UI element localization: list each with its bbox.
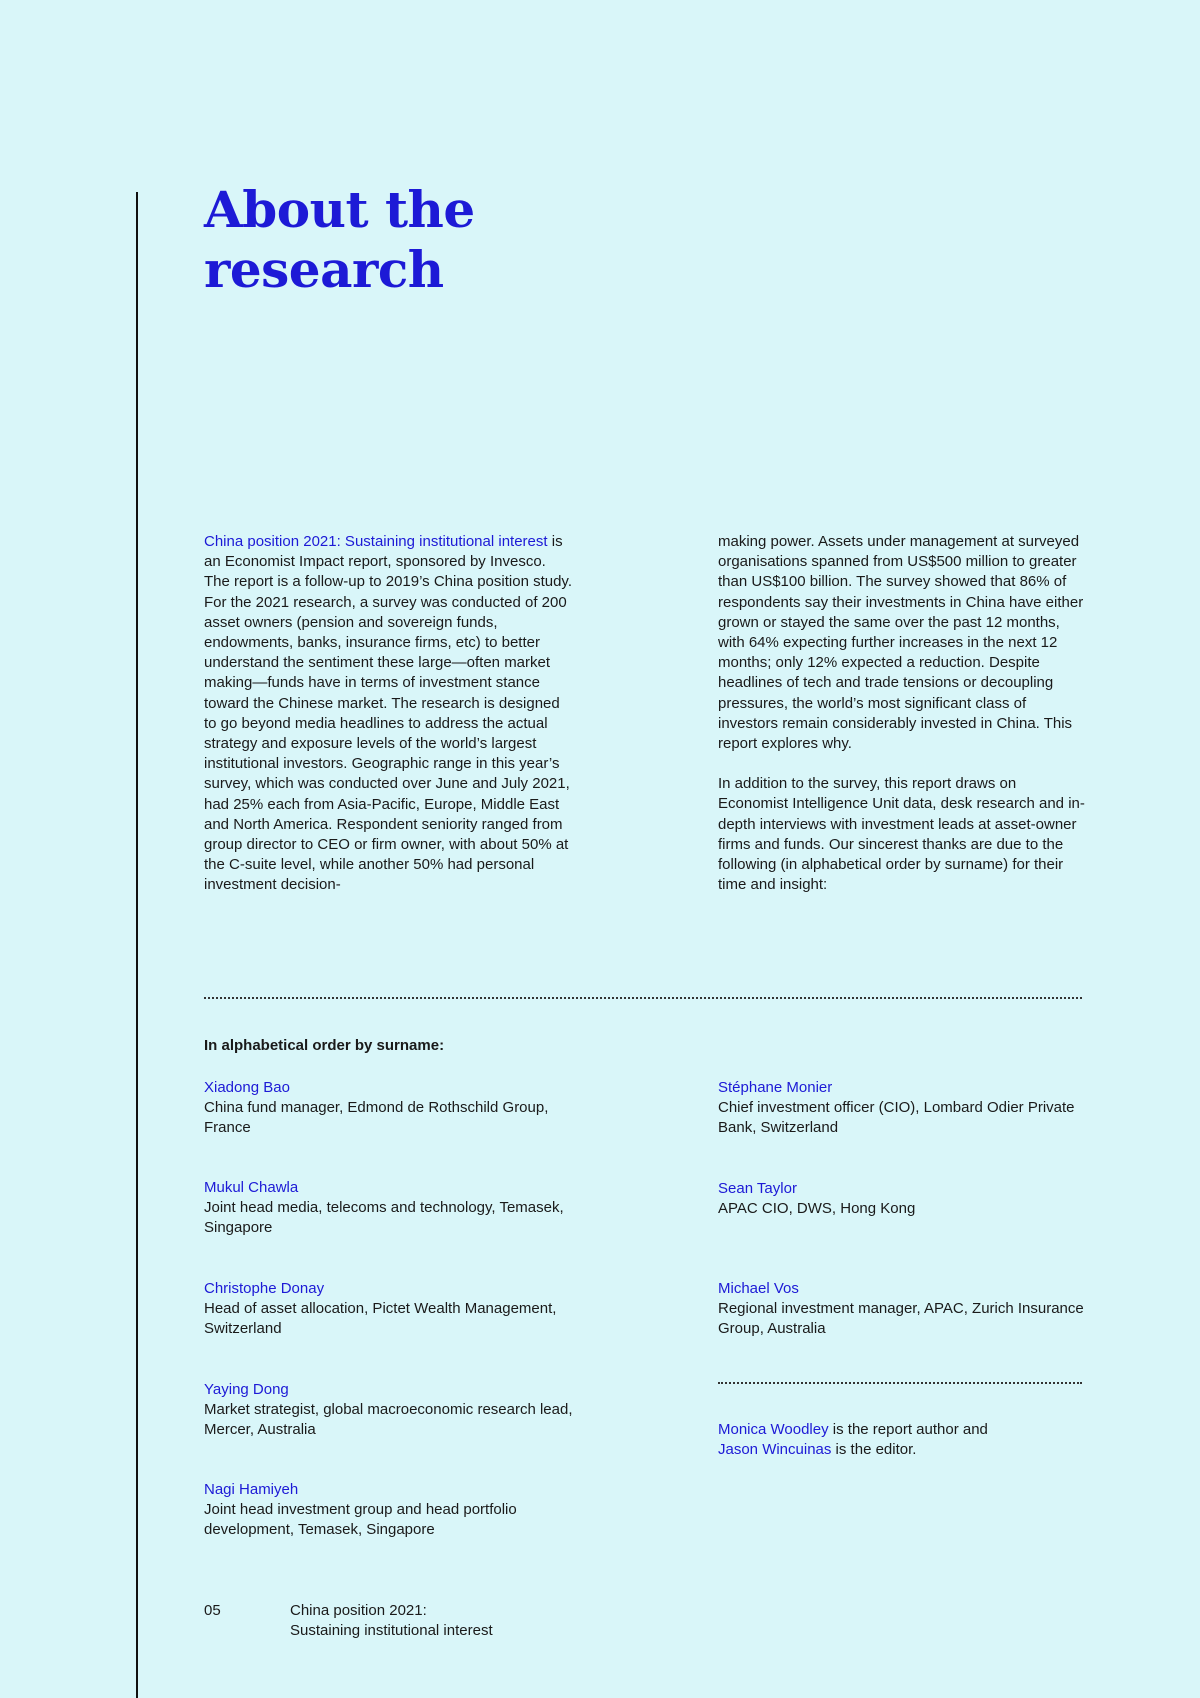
credits xyxy=(718,1420,1088,1460)
report-title-link[interactable]: China position 2021: Sustaining institutional interest xyxy=(204,533,548,550)
intro-paragraph-2: making power. Assets under management at surveyed organisations spanned from US$500 million to greater than US$100 billion. The survey showed that 86% of respondents say their investments in China have either grown or stayed the same over the past 12 months, with 64% expecting further increases in the next 12 months; only 12% expected a reduction. Despite headlines of tech and trade tensions or decoupling pressures, the world’s most significant class of investors remain considerably invested in China. This report explores why. xyxy=(718,533,1084,753)
contributor-name: Yaying Dong xyxy=(204,1381,289,1398)
author-text: is the report author and xyxy=(828,1421,988,1438)
contributor-bao xyxy=(204,1078,574,1138)
intro-paragraph-1-text: is an Economist Impact report, sponsored by Invesco. The report is a follow-up to 2019’s China position study. For the 2021 research, a survey was conducted of 200 asset owners (pension and sovereign funds, endowments, banks, insurance firms, etc) to better understand the sentiment these large—often market making—funds have in terms of investment stance toward the Chinese market. The research is designed to go beyond media headlines to address the actual strategy and exposure levels of the world’s largest institutional investors. Geographic range in this year’s survey, which was conducted over June and July 2021, had 25% each from Asia-Pacific, Europe, Middle East and North America. Respondent seniority ranged from group director to CEO or firm owner, with about 50% at the C-suite level, while another 50% had personal investment decision- xyxy=(204,533,572,894)
contributor-donay xyxy=(204,1279,574,1339)
contributor-role: Regional investment manager, APAC, Zurich Insurance Group, Australia xyxy=(718,1300,1084,1337)
editor-name: Jason Wincuinas xyxy=(718,1441,832,1458)
contributor-vos xyxy=(718,1279,1088,1339)
contributor-role: Joint head investment group and head portfolio development, Temasek, Singapore xyxy=(204,1501,517,1538)
section-divider xyxy=(204,997,1082,999)
page-margin-rule xyxy=(136,192,138,1698)
contributor-name: Stéphane Monier xyxy=(718,1079,833,1096)
contributor-name: Christophe Donay xyxy=(204,1280,325,1297)
contributor-role: Joint head media, telecoms and technology, Temasek, Singapore xyxy=(204,1199,564,1236)
contributor-name: Michael Vos xyxy=(718,1280,799,1297)
intro-column-right xyxy=(718,532,1088,895)
intro-paragraph-1 xyxy=(204,532,574,896)
contributor-name: Xiadong Bao xyxy=(204,1079,290,1096)
page-title-line-1: About the xyxy=(204,180,475,239)
contributor-taylor xyxy=(718,1179,1088,1219)
editor-text: is the editor. xyxy=(831,1441,917,1458)
intro-column-left xyxy=(204,532,574,896)
contributor-name: Nagi Hamiyeh xyxy=(204,1481,299,1498)
contributor-role: Chief investment officer (CIO), Lombard Odier Private Bank, Switzerland xyxy=(718,1099,1075,1136)
contributor-hamiyeh xyxy=(204,1480,574,1540)
footer-report-title xyxy=(290,1601,493,1641)
page-number: 05 xyxy=(204,1602,221,1619)
contributor-chawla xyxy=(204,1178,574,1238)
contributor-role: China fund manager, Edmond de Rothschild Group, France xyxy=(204,1099,549,1136)
contributors-heading: In alphabetical order by surname: xyxy=(204,1037,445,1054)
credits-divider xyxy=(718,1382,1082,1384)
contributor-role: APAC CIO, DWS, Hong Kong xyxy=(718,1200,916,1217)
page-title xyxy=(204,180,475,300)
contributor-role: Head of asset allocation, Pictet Wealth Management, Switzerland xyxy=(204,1300,557,1337)
contributor-dong xyxy=(204,1380,574,1440)
footer-title-line-1: China position 2021: xyxy=(290,1602,427,1619)
page-title-line-2: research xyxy=(204,240,444,299)
author-name: Monica Woodley xyxy=(718,1421,829,1438)
contributor-monier xyxy=(718,1078,1088,1138)
contributor-name: Sean Taylor xyxy=(718,1180,797,1197)
footer-title-line-2: Sustaining institutional interest xyxy=(290,1622,493,1639)
contributor-name: Mukul Chawla xyxy=(204,1179,299,1196)
contributor-role: Market strategist, global macroeconomic research lead, Mercer, Australia xyxy=(204,1401,573,1438)
intro-paragraph-3: In addition to the survey, this report draws on Economist Intelligence Unit data, desk research and in-depth interviews with investment leads at asset-owner firms and funds. Our sincerest thanks are due to the following (in alphabetical order by surname) for their time and insight: xyxy=(718,775,1085,894)
